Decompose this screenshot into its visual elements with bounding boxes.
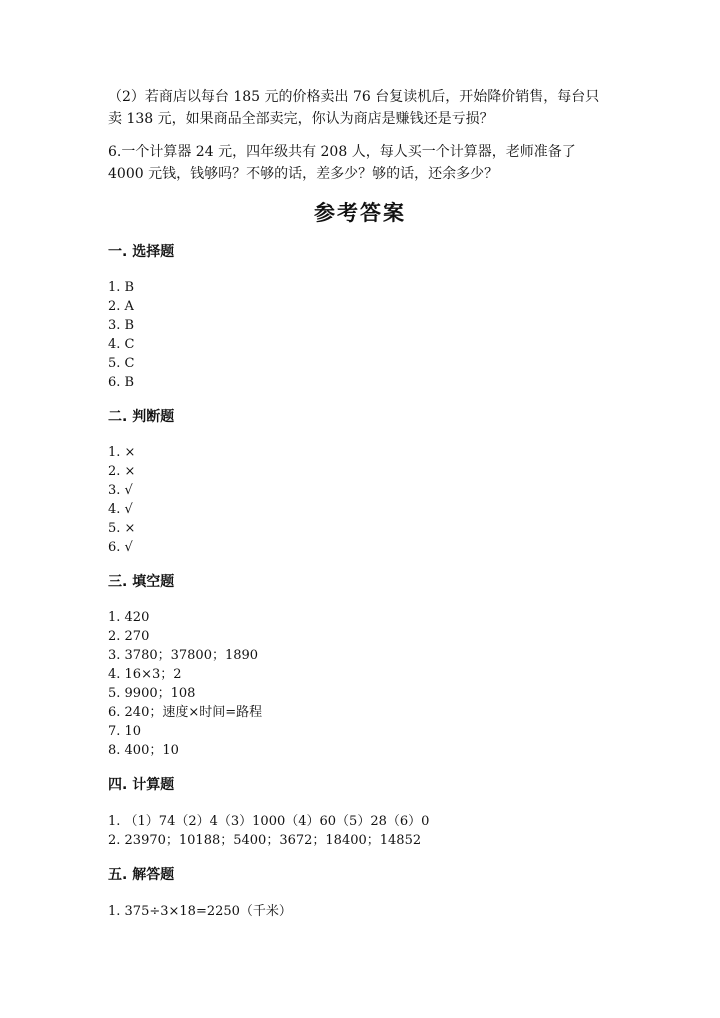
section-answers-calculation bbox=[108, 812, 429, 850]
answer-item: 2. 270 bbox=[108, 629, 150, 644]
answer-item: 4. √ bbox=[108, 502, 133, 517]
answer-key-title: 参考答案 bbox=[314, 200, 406, 225]
answer-item: 6. √ bbox=[108, 540, 133, 555]
answer-item: 2. × bbox=[108, 464, 136, 479]
answer-item: 6. 240；速度×时间=路程 bbox=[108, 705, 263, 720]
answer-item: 1. （1）74（2）4（3）1000（4）60（5）28（6）0 bbox=[108, 814, 430, 829]
answer-item: 1. 420 bbox=[108, 610, 150, 625]
question-2-part-2 bbox=[108, 86, 608, 130]
answer-item: 3. 3780；37800；1890 bbox=[108, 648, 259, 663]
question-2-line-2: 卖 138 元，如果商品全部卖完，你认为商店是赚钱还是亏损？ bbox=[108, 111, 494, 127]
section-heading-judgement: 二. 判断题 bbox=[108, 409, 175, 425]
answer-item: 1. B bbox=[108, 280, 135, 295]
answer-item: 1. 375÷3×18=2250（千米） bbox=[108, 904, 292, 919]
question-2-line-1: （2）若商店以每台 185 元的价格卖出 76 台复读机后，开始降价销售，每台只 bbox=[108, 89, 600, 105]
answer-item: 3. B bbox=[108, 318, 135, 333]
section-answers-choice bbox=[108, 278, 134, 392]
answer-item: 3. √ bbox=[108, 483, 133, 498]
question-6 bbox=[108, 141, 608, 185]
answer-item: 5. × bbox=[108, 521, 136, 536]
answer-item: 8. 400；10 bbox=[108, 743, 179, 758]
answer-item: 2. 23970；10188；5400；3672；18400；14852 bbox=[108, 833, 422, 848]
answer-item: 2. A bbox=[108, 299, 134, 314]
section-heading-word-problems: 五. 解答题 bbox=[108, 867, 175, 883]
answer-item: 5. C bbox=[108, 356, 135, 371]
section-answers-word-problems bbox=[108, 902, 292, 921]
section-heading-calculation: 四. 计算题 bbox=[108, 777, 175, 793]
answer-item: 7. 10 bbox=[108, 724, 142, 739]
answer-item: 6. B bbox=[108, 375, 135, 390]
section-answers-judgement bbox=[108, 443, 135, 557]
section-answers-fill-blank bbox=[108, 608, 262, 760]
answer-item: 1. × bbox=[108, 445, 136, 460]
answer-item: 4. 16×3；2 bbox=[108, 667, 182, 682]
section-heading-fill-blank: 三. 填空题 bbox=[108, 574, 175, 590]
answer-item: 5. 9900；108 bbox=[108, 686, 196, 701]
answer-item: 4. C bbox=[108, 337, 135, 352]
question-6-line-2: 4000 元钱，钱够吗？不够的话，差多少？够的话，还余多少？ bbox=[108, 166, 499, 182]
section-heading-choice: 一. 选择题 bbox=[108, 244, 175, 260]
question-6-line-1: 6.一个计算器 24 元，四年级共有 208 人，每人买一个计算器，老师准备了 bbox=[108, 144, 576, 160]
